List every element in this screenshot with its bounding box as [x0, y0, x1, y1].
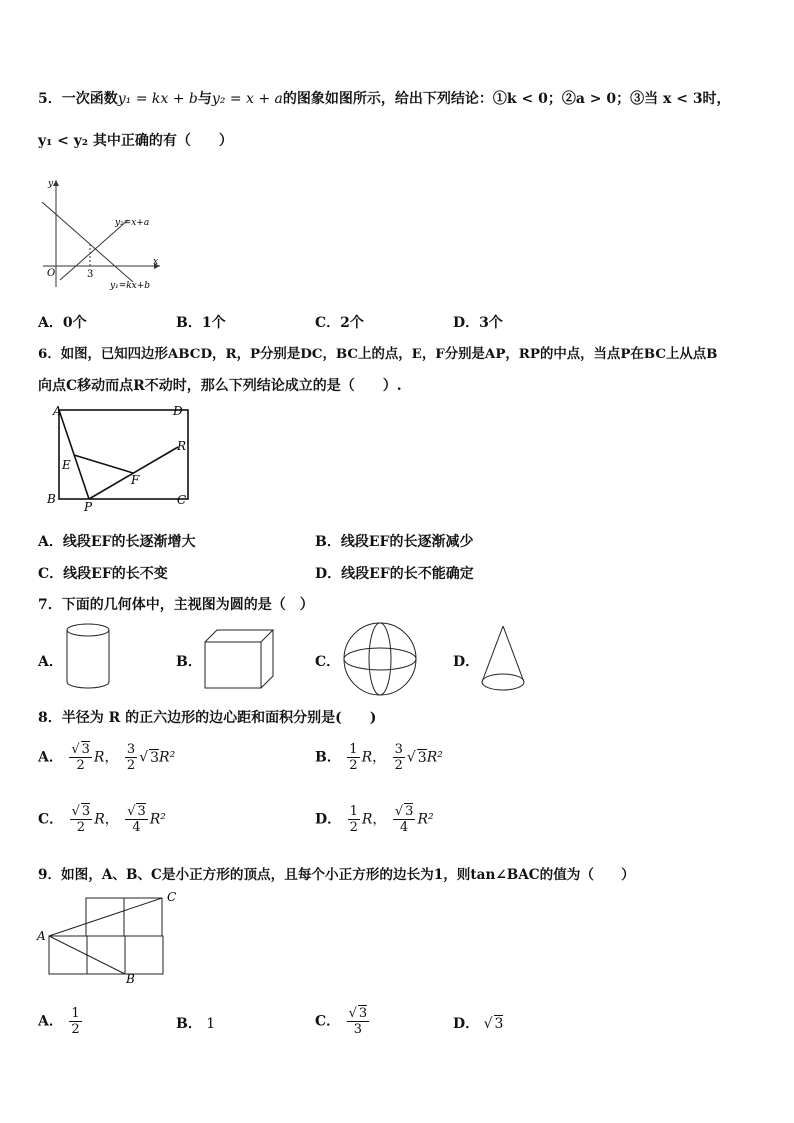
- q7-option-c: C．: [315, 654, 341, 670]
- q8-option-c: [38, 804, 166, 835]
- q5-label-x: x: [153, 257, 159, 267]
- q9-a-num: 1: [71, 1006, 80, 1021]
- q6-line2: 向点C移动而点R不动时，那么下列结论成立的是（ ）.: [38, 378, 402, 394]
- q8-a-frac2: [125, 742, 137, 773]
- q8-c-comma: ，: [104, 811, 119, 828]
- q6-label-c: C: [177, 493, 187, 507]
- q5-option-c: C．2个: [315, 315, 364, 331]
- q8-a-den1: 2: [76, 758, 85, 773]
- q8-option-d: [315, 804, 434, 835]
- q8-c-den1: 2: [76, 820, 86, 835]
- q5-figure: [38, 172, 168, 292]
- q5-option-d: D．3个: [453, 315, 503, 331]
- q8-a-num2: 3: [126, 742, 136, 757]
- q9-label-opt-a: A．: [38, 1013, 63, 1030]
- q5-text-pre: 5．一次函数: [38, 91, 118, 107]
- q6-label-b: B: [47, 492, 56, 506]
- q8-option-a: A． $\frac{√ 3}{2}$ R， $\frac{3}{2}$ √ 3R²: [38, 742, 176, 773]
- q8-label-d: D．: [315, 811, 342, 828]
- q5-label-line-y1: y₁=kx+b: [110, 281, 151, 291]
- q9-a-den: 2: [71, 1022, 80, 1037]
- q6-label-p: P: [84, 500, 93, 514]
- q6-label-a: A: [53, 404, 62, 418]
- q8-c-r2: R²: [149, 811, 166, 828]
- q8-b-comma: ，: [372, 749, 387, 766]
- q8-c-r: R: [94, 811, 105, 828]
- q8-b-frac1: [347, 742, 359, 773]
- q8-a-comma: ，: [104, 749, 119, 766]
- q7-option-a: A．: [38, 654, 63, 670]
- q8-label-b: B．: [315, 749, 341, 766]
- q7-option-b: B．: [176, 654, 202, 670]
- q5-label-y: y: [48, 179, 54, 189]
- q7-cylinder-icon: [64, 622, 114, 692]
- q8-c-frac1: $\frac{√ 3}{2}$: [71, 804, 91, 835]
- q6-label-r: R: [177, 439, 187, 453]
- q6-line1: 6．如图，已知四边形ABCD，R，P分别是DC，BC上的点，E，F分别是AP，RP的中点，当点P在BC上从点B: [38, 346, 718, 362]
- q9-option-b: [176, 1013, 215, 1033]
- q8-b-r2: R²: [426, 749, 443, 766]
- q8-d-den1: 2: [349, 820, 358, 835]
- q8-b-num2: 3: [394, 742, 403, 757]
- q9-a-frac: [69, 1006, 81, 1037]
- q8-a-rad1: 3: [81, 742, 90, 757]
- q6-option-d: D．线段EF的长不能确定: [315, 566, 474, 582]
- q6-option-a: A．线段EF的长逐渐增大: [38, 534, 196, 550]
- q8-c-rad1: 3: [81, 804, 91, 819]
- q8-label-c: C．: [38, 811, 64, 828]
- q9-stem: 9．如图，A、B、C是小正方形的顶点，且每个小正方形的边长为1，则tan∠BAC的值为（ ）: [38, 867, 635, 883]
- q8-d-r: R: [361, 811, 373, 828]
- q8-d-frac1: [348, 804, 360, 835]
- q8-c-frac2: $\frac{√ 3}{4}$: [127, 804, 146, 835]
- q9-figure: [36, 888, 186, 988]
- q6-seg-ap: [59, 410, 89, 499]
- q8-d-comma: ，: [372, 811, 387, 828]
- q9-b-value: 1: [206, 1016, 216, 1032]
- q8-d-frac2: $\frac{√ 3}{4}$: [394, 804, 414, 835]
- q7-option-d: D．: [453, 654, 480, 670]
- q9-seg-ac: [49, 898, 162, 936]
- q5-line-y2: [60, 220, 128, 280]
- q9-label-opt-d: D．: [453, 1016, 480, 1032]
- q5-text-post: 的图象如图所示，给出下列结论：①k < 0；②a > 0；③当 x < 3时，: [282, 91, 731, 107]
- q9-option-d: [453, 1013, 503, 1033]
- q6-figure: [45, 402, 200, 512]
- q8-b-den1: 2: [349, 758, 358, 773]
- q5-eq2: y₂ = x + a: [211, 91, 283, 107]
- q9-option-a: [38, 1006, 84, 1037]
- q8-d-r2: R²: [417, 811, 434, 828]
- q9-option-c: [315, 1006, 371, 1037]
- q8-d-rad: 3: [405, 804, 414, 819]
- q6-label-d: D: [173, 404, 183, 418]
- q9-c-rad: 3: [358, 1006, 368, 1021]
- q8-b-den2: 2: [394, 758, 403, 773]
- q8-d-den2: 4: [400, 820, 409, 835]
- q5-option-b: B．1个: [176, 315, 226, 331]
- q9-label-c: C: [167, 890, 177, 904]
- q5-label-o: O: [47, 268, 56, 279]
- q7-cube-icon: [203, 628, 275, 690]
- q7-stem: 7．下面的几何体中，主视图为圆的是（ ）: [38, 597, 314, 613]
- q9-d-rad: 3: [494, 1016, 504, 1032]
- q7-sphere-icon: [342, 622, 420, 698]
- q8-label-a: A．: [38, 749, 63, 766]
- q5-line2: y₁ < y₂ 其中正确的有（ ）: [38, 133, 233, 149]
- q9-c-den: 3: [353, 1022, 363, 1037]
- q6-label-e: E: [62, 458, 71, 472]
- q6-rectangle: [59, 410, 188, 499]
- q8-a-r: R: [93, 749, 105, 766]
- q5-label-3: 3: [87, 269, 94, 280]
- q9-label-b: B: [126, 972, 135, 986]
- q8-a-rad2: 3: [150, 749, 160, 766]
- q9-c-frac: $\frac{√ 3}{3}$: [348, 1006, 368, 1037]
- q8-stem-text: 8．半径为 R 的正六边形的边心距和面积分别是( ): [38, 710, 377, 726]
- q5-text-mid: 与: [197, 91, 212, 107]
- q8-a-frac1: $\frac{√ 3}{2}$: [71, 742, 90, 773]
- q6-label-f: F: [131, 473, 140, 487]
- q6-option-c: C．线段EF的长不变: [38, 566, 168, 582]
- q8-b-num1: 1: [349, 742, 358, 757]
- q8-b-r: R: [361, 749, 373, 766]
- q6-seg-ef: [74, 455, 133, 473]
- q5-label-line-y2: y₂=x+a: [115, 218, 150, 228]
- q8-c-rad2: 3: [137, 804, 146, 819]
- q8-b-rad: 3: [417, 749, 427, 766]
- q9-label-a: A: [37, 929, 46, 943]
- q9-label-opt-c: C．: [315, 1013, 341, 1030]
- q8-option-b: B． $\frac{1}{2}$ R， $\frac{3}{2}$ √ 3R²: [315, 742, 443, 773]
- q8-b-frac2: [393, 742, 405, 773]
- q5-line1: [38, 88, 731, 108]
- q8-stem: [38, 707, 376, 727]
- q9-label-opt-b: B．: [176, 1016, 202, 1032]
- q8-d-num1: 1: [349, 804, 358, 819]
- q9-d-value: √ 3: [483, 1016, 504, 1032]
- q5-option-a: A．0个: [38, 315, 87, 331]
- q8-c-den2: 4: [132, 820, 141, 835]
- q8-a-r2: R²: [159, 749, 176, 766]
- q7-cone-icon: [478, 624, 528, 694]
- q8-a-den2: 2: [126, 758, 136, 773]
- q5-eq1: y₁ = kx + b: [117, 91, 198, 107]
- q6-option-b: B．线段EF的长逐渐减少: [315, 534, 474, 550]
